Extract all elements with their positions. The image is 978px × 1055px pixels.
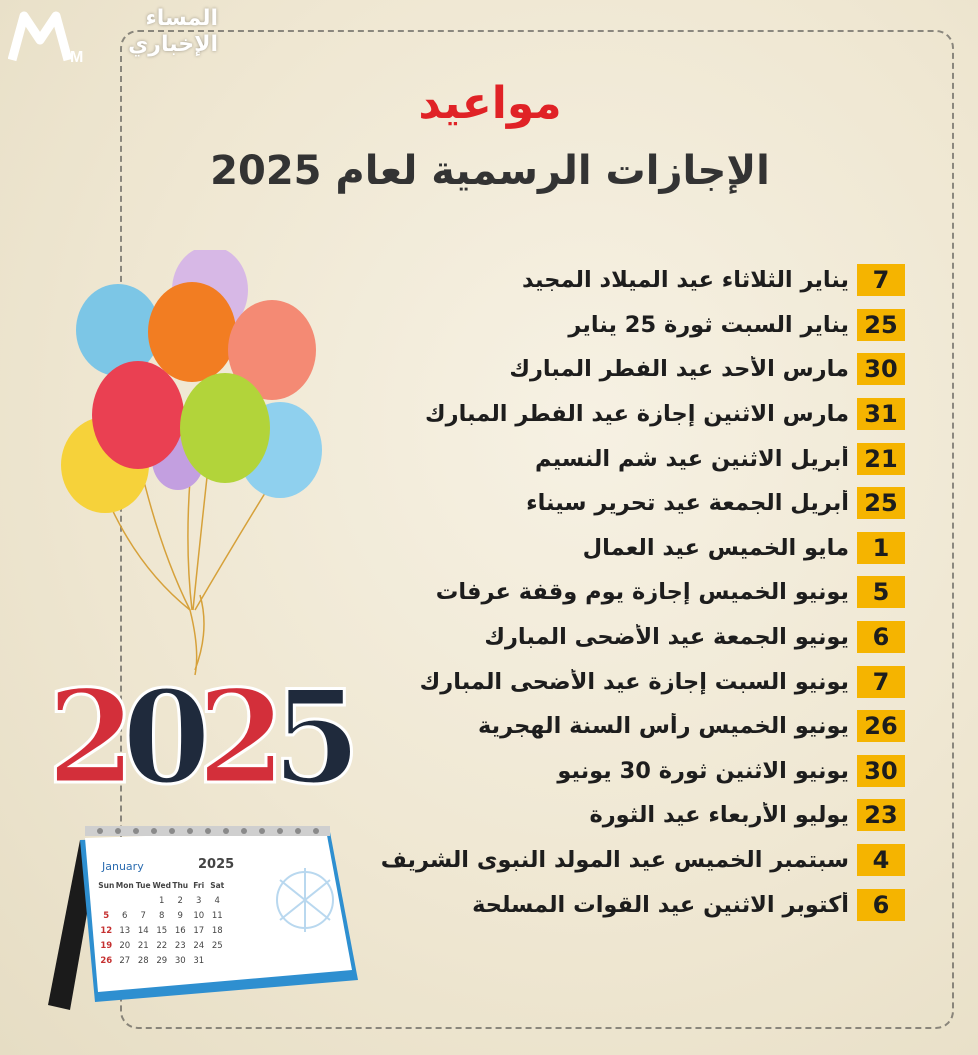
calendar-day: 22 — [156, 940, 168, 951]
calendar-day: 25 — [211, 940, 223, 951]
calendar-weekday: Mon — [115, 881, 134, 890]
logo-name-line1: المساء — [145, 6, 218, 31]
year-digit: 2 — [46, 663, 122, 813]
year-graphic — [46, 663, 348, 813]
holiday-day-badge: 23 — [857, 799, 905, 831]
calendar-day: 9 — [177, 910, 183, 921]
calendar-day: 2 — [177, 895, 183, 906]
calendar-day: 5 — [103, 910, 110, 921]
holiday-row — [330, 526, 905, 571]
page-title: الإجازات الرسمية لعام 2025 — [210, 148, 770, 194]
holiday-description: مارس الاثنين إجازة عيد الفطر المبارك — [425, 401, 849, 428]
holiday-description: يونيو الاثنين ثورة 30 يونيو — [557, 757, 849, 784]
calendar-day: 11 — [211, 910, 223, 921]
holiday-day-badge: 30 — [857, 353, 905, 385]
calendar-day: 12 — [100, 925, 113, 936]
calendar-day: 26 — [100, 955, 113, 966]
holiday-row — [330, 436, 905, 481]
calendar-day: 15 — [156, 925, 168, 936]
calendar-day: 3 — [196, 895, 202, 906]
holiday-row — [330, 258, 905, 303]
holiday-description: مايو الخميس عيد العمال — [582, 534, 849, 561]
balloon-orange — [148, 282, 236, 382]
calendar-day: 21 — [137, 940, 149, 951]
calendar-grid — [97, 878, 247, 968]
holiday-row — [330, 570, 905, 615]
holiday-day-badge: 1 — [857, 532, 905, 564]
holiday-row — [330, 659, 905, 704]
year-digit: 5 — [272, 663, 348, 813]
holiday-description: أكتوبر الاثنين عيد القوات المسلحة — [472, 891, 849, 918]
holiday-day-badge: 25 — [857, 309, 905, 341]
calendar-day: 17 — [193, 925, 205, 936]
holiday-row — [330, 838, 905, 883]
holiday-day-badge: 7 — [857, 666, 905, 698]
logo-wordmark — [88, 6, 218, 58]
calendar-weekday-row — [97, 878, 247, 893]
calendar-day: 31 — [193, 955, 205, 966]
holiday-description: سبتمبر الخميس عيد المولد النبوى الشريف — [380, 847, 849, 874]
calendar-week-row — [97, 893, 247, 908]
logo-mark-letter: M — [70, 49, 84, 66]
calendar-day: 19 — [100, 940, 113, 951]
balloon-red — [92, 361, 184, 469]
calendar-day: 30 — [174, 955, 186, 966]
calendar-day: 8 — [159, 910, 165, 921]
holiday-description: يناير السبت ثورة 25 يناير — [568, 311, 849, 338]
holiday-row — [330, 882, 905, 927]
calendar-week-row — [97, 953, 247, 968]
holiday-row — [330, 749, 905, 794]
holiday-row — [330, 615, 905, 660]
holiday-day-badge: 6 — [857, 621, 905, 653]
calendar-day: 6 — [122, 910, 128, 921]
calendar-day: 1 — [159, 895, 165, 906]
calendar-week-row — [97, 908, 247, 923]
holiday-row — [330, 793, 905, 838]
calendar-day: 23 — [174, 940, 186, 951]
calendar-weekday: Wed — [152, 881, 171, 890]
calendar-day: 28 — [137, 955, 149, 966]
calendar-day: 24 — [193, 940, 205, 951]
site-logo — [8, 4, 218, 66]
calendar-month: January — [102, 860, 144, 873]
holiday-day-badge: 7 — [857, 264, 905, 296]
holiday-list — [330, 258, 905, 927]
holiday-day-badge: 21 — [857, 443, 905, 475]
calendar-day: 7 — [140, 910, 146, 921]
holiday-row — [330, 303, 905, 348]
holiday-row — [330, 704, 905, 749]
calendar-weekday: Tue — [135, 881, 151, 890]
holiday-description: يونيو الجمعة عيد الأضحى المبارك — [484, 624, 849, 651]
calendar-day: 27 — [119, 955, 131, 966]
calendar-day: 10 — [193, 910, 205, 921]
calendar-day: 13 — [119, 925, 131, 936]
calendar-day: 18 — [211, 925, 223, 936]
holiday-description: يونيو الخميس إجازة يوم وقفة عرفات — [435, 579, 849, 606]
calendar-day: 29 — [156, 955, 168, 966]
calendar-week-row — [97, 923, 247, 938]
holiday-row — [330, 392, 905, 437]
holiday-day-badge: 6 — [857, 889, 905, 921]
holiday-description: يوليو الأربعاء عيد الثورة — [589, 802, 849, 829]
year-digit: 2 — [197, 663, 273, 813]
calendar-day: 14 — [137, 925, 149, 936]
holiday-description: يناير الثلاثاء عيد الميلاد المجيد — [522, 267, 849, 294]
calendar-weekday: Sun — [98, 881, 115, 890]
logo-name-line2: الإخباري — [128, 32, 218, 57]
year-digit: 0 — [121, 663, 197, 813]
logo-mark-icon — [8, 10, 88, 66]
holiday-description: يونيو الخميس رأس السنة الهجرية — [478, 713, 849, 740]
holiday-day-badge: 31 — [857, 398, 905, 430]
holiday-description: يونيو السبت إجازة عيد الأضحى المبارك — [419, 668, 849, 695]
holiday-day-badge: 4 — [857, 844, 905, 876]
holiday-description: أبريل الاثنين عيد شم النسيم — [535, 445, 849, 472]
holiday-day-badge: 5 — [857, 576, 905, 608]
calendar-year: 2025 — [198, 857, 235, 872]
calendar-week-row — [97, 938, 247, 953]
calendar-weekday: Fri — [193, 881, 205, 890]
calendar-weekday: Sat — [210, 881, 225, 890]
holiday-day-badge: 26 — [857, 710, 905, 742]
holiday-row — [330, 347, 905, 392]
holiday-description: مارس الأحد عيد الفطر المبارك — [509, 356, 849, 383]
holiday-description: أبريل الجمعة عيد تحرير سيناء — [526, 490, 849, 517]
calendar-day: 20 — [119, 940, 131, 951]
holiday-day-badge: 30 — [857, 755, 905, 787]
calendar-weekday: Thu — [172, 881, 189, 890]
calendar-day: 16 — [174, 925, 186, 936]
title-red: مواعيد — [418, 78, 562, 129]
balloons-illustration — [50, 250, 340, 680]
holiday-row — [330, 481, 905, 526]
holiday-day-badge: 25 — [857, 487, 905, 519]
calendar-day: 4 — [214, 895, 220, 906]
balloon-green — [180, 373, 270, 483]
